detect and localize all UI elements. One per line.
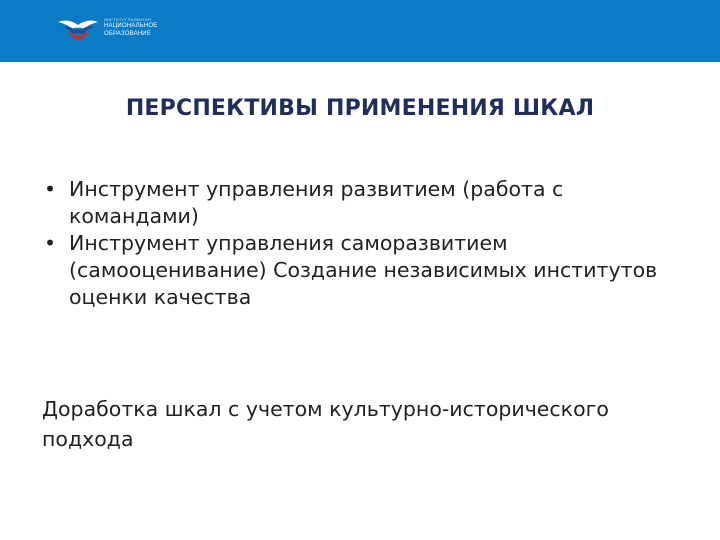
header-bar: [0, 0, 720, 62]
logo-text: [104, 17, 158, 38]
closing-note: Доработка шкал с учетом культурно-исторического подхода: [42, 397, 609, 451]
bullet-item-1: [42, 176, 682, 230]
eagle-emblem-icon: [56, 16, 100, 44]
bullet-text-2: Инструмент управления саморазвитием (самооценивание) Создание независимых институтов оценки качества: [69, 231, 658, 309]
logo-text-line-1: ИНСТИТУТ РАЗВИТИЯ: [104, 17, 151, 22]
bullet-dot: •: [44, 231, 57, 255]
bullet-list: [42, 176, 682, 311]
bullet-item-2: [42, 230, 682, 311]
logo-text-line-3: ОБРАЗОВАНИЕ: [104, 30, 152, 37]
bullet-dot: •: [44, 177, 57, 201]
bullet-text-1: Инструмент управления развитием (работа с командами): [69, 177, 564, 228]
logo: [56, 14, 176, 46]
logo-text-line-2: НАЦИОНАЛЬНОЕ: [104, 23, 158, 29]
slide-title: ПЕРСПЕКТИВЫ ПРИМЕНЕНИЯ ШКАЛ: [125, 96, 595, 121]
